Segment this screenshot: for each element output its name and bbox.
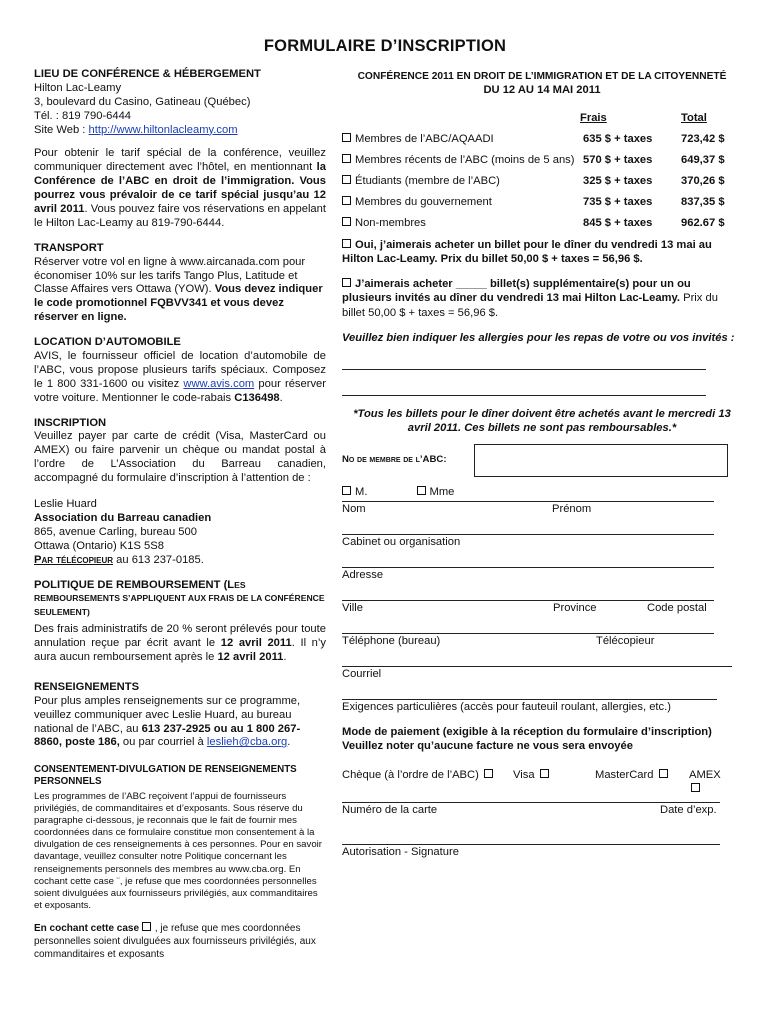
expiry-label: Date d’exp.: [660, 804, 717, 817]
contact-form: [342, 486, 742, 866]
extra-ticket-price: Prix du billet 50,00 $ + taxes = 56,96 $.: [342, 292, 718, 319]
signature-line[interactable]: [342, 844, 720, 845]
special-requirements-line[interactable]: [342, 699, 717, 700]
fee-option[interactable]: [342, 217, 426, 231]
refund-section: [34, 579, 326, 665]
phone-label: Téléphone (bureau): [342, 635, 441, 648]
fees-header: Frais: [580, 111, 607, 124]
refund-text-1: Des frais administratifs de 20 % seront prélevés pour toute annulation reçue par écrit avant le: [34, 623, 326, 650]
salutation-mme[interactable]: [417, 486, 455, 498]
fee-option[interactable]: [342, 175, 500, 189]
fee-checkbox[interactable]: [342, 133, 351, 142]
name-field: [342, 503, 717, 517]
consent-section: [34, 764, 326, 961]
email-label: Courriel: [342, 668, 382, 681]
refund-text: [34, 623, 326, 665]
fee-total: 723,42 $: [681, 132, 725, 145]
venue-para-1: Pour obtenir le tarif spécial de la conférence, veuillez communiquer directement avec l’hôtel, en mentionnant: [34, 147, 326, 174]
fee-label: Étudiants (membre de l’ABC): [355, 174, 500, 187]
member-number-field[interactable]: [474, 444, 728, 477]
salutation-m-checkbox[interactable]: [342, 486, 351, 495]
salutation-row: [342, 486, 717, 500]
address-label: Adresse: [342, 569, 384, 582]
extra-ticket-checkbox[interactable]: [342, 278, 351, 287]
fee-amount: 325 $ + taxes: [583, 174, 653, 187]
consent-optout: [34, 922, 326, 961]
registration-fax: [34, 554, 326, 568]
car-heading: LOCATION D’AUTOMOBILE: [34, 336, 181, 349]
info-text-1: Pour plus amples renseignements sur ce programme, veuillez communiquer avec Leslie Huard, au bureau national de l’ABC, au: [34, 694, 301, 735]
fee-option[interactable]: [342, 133, 494, 147]
info-text-2: ou par courriel à: [119, 736, 207, 749]
venue-web: [34, 124, 326, 138]
consent-optout-text: , je refuse que mes coordonnées personnelles soient divulguées aux fournisseurs privilégiés, aux commanditaires et exposants: [34, 923, 316, 960]
fee-row: [342, 217, 742, 233]
conference-title-line-1: CONFÉRENCE 2011 EN DROIT DE L’IMMIGRATION ET DE LA CITOYENNETÉ: [357, 71, 727, 82]
conference-title-line-2: DU 12 AU 14 MAI 2011: [483, 83, 601, 96]
fee-row: [342, 133, 742, 149]
payment-visa-checkbox[interactable]: [540, 769, 549, 778]
info-email-link[interactable]: leslieh@cba.org: [206, 736, 288, 749]
venue-name: Hilton Lac-Leamy: [34, 81, 122, 94]
registration-org: Association du Barreau canadien: [34, 511, 212, 524]
info-heading: RENSEIGNEMENTS: [34, 680, 140, 693]
dinner-ticket-option[interactable]: [342, 238, 742, 267]
payment-cheque-checkbox[interactable]: [484, 769, 493, 778]
name-line[interactable]: [342, 501, 714, 502]
salutation-m[interactable]: [342, 486, 367, 498]
fee-label: Membres du gouvernement: [355, 195, 492, 208]
venue-address: 3, boulevard du Casino, Gatineau (Québec): [34, 95, 251, 108]
signature-label: Autorisation - Signature: [342, 846, 459, 859]
car-text: [34, 350, 326, 406]
refund-text-2: . Il n’y aura aucun remboursement après le: [34, 637, 326, 663]
venue-paragraph: [34, 147, 326, 230]
registration-city: Ottawa (Ontario) K1S 5S8: [34, 539, 164, 552]
extra-ticket-text: J’aimerais acheter _____ billet(s) supplémentaire(s) pour un ou plusieurs invités au dîner du vendredi 13 mai Hilton Lac-Leamy.: [342, 277, 691, 305]
left-column: [34, 68, 326, 972]
consent-heading: CONSENTEMENT-DIVULGATION DE RENSEIGNEMENTS PERSONNELS: [34, 764, 297, 788]
transport-heading: TRANSPORT: [34, 241, 104, 254]
page-title: FORMULAIRE D’INSCRIPTION: [263, 37, 507, 55]
fee-amount: 735 $ + taxes: [583, 195, 653, 208]
registration-street: 865, avenue Carling, bureau 500: [34, 525, 197, 538]
payment-visa[interactable]: [513, 769, 553, 783]
fee-checkbox[interactable]: [342, 196, 351, 205]
consent-optout-bold: En cochant cette case: [34, 923, 142, 935]
salutation-mme-checkbox[interactable]: [417, 486, 426, 495]
payment-amex-checkbox[interactable]: [691, 783, 700, 792]
card-number-line[interactable]: [342, 802, 720, 803]
refund-heading-1: POLITIQUE DE REMBOURSEMENT (L: [34, 578, 235, 591]
salutation-m-label: M.: [355, 486, 368, 499]
venue-web-label: Site Web :: [34, 123, 89, 136]
refund-heading-2: ES REMBOURSEMENTS S’APPLIQUENT AUX FRAIS DE LA CONFÉRENCE SEULEMENT): [34, 579, 325, 618]
registration-section: [34, 417, 326, 568]
car-text-1: AVIS, le fournisseur officiel de location d’automobile de l’ABC, vous propose plusieurs tarifs spéciaux. Composez le 1 800 331-1600 ou visitez: [34, 350, 326, 390]
payment-cheque-label: Chèque (à l’ordre de l’ABC): [342, 769, 479, 782]
refund-date-2: 12 avril 2011: [217, 650, 284, 663]
registration-fax-number: au 613 237-0185.: [113, 553, 204, 566]
city-line[interactable]: [342, 600, 714, 601]
refund-end: .: [283, 650, 287, 663]
city-label: Ville: [342, 602, 363, 615]
refund-heading: [34, 579, 326, 621]
member-number-row: [342, 440, 742, 480]
payment-mastercard-checkbox[interactable]: [659, 769, 668, 778]
name-label: Nom: [342, 503, 366, 516]
transport-text-bold: Vous devez indiquer le code promotionnel FQBVV341 et vous devez réserver en ligne.: [34, 283, 323, 324]
venue-heading: LIEU DE CONFÉRENCE & HÉBERGEMENT: [34, 68, 261, 80]
car-code: C136498: [234, 391, 280, 404]
fee-option[interactable]: [342, 196, 492, 210]
first-name-label: Prénom: [552, 503, 592, 516]
venue-section: [34, 68, 326, 231]
payment-amex-label: AMEX: [689, 769, 721, 782]
fee-table: [342, 112, 742, 232]
fee-row: [342, 196, 742, 212]
payment-heading: [342, 726, 717, 754]
payment-mastercard[interactable]: [595, 769, 672, 783]
card-number-row: [342, 804, 717, 818]
address-line[interactable]: [342, 567, 714, 568]
avis-link[interactable]: www.avis.com: [183, 377, 255, 390]
tickets-notice: *Tous les billets pour le dîner doivent être achetés avant le mercredi 13 avril 2011. Ces billets ne sont pas remboursables.*: [353, 408, 731, 435]
payment-options: [342, 769, 721, 783]
allergies-label: Veuillez bien indiquer les allergies pour les repas de votre ou vos invités :: [342, 332, 735, 345]
dinner-text: Oui, j’aimerais acheter un billet pour le dîner du vendredi 13 mai au Hilton Lac-Leamy. Prix du billet 50,00 $ + taxes = 56,96 $.: [342, 238, 712, 266]
fee-label: Membres de l’ABC/AQAADI: [355, 132, 494, 145]
registration-heading: INSCRIPTION: [34, 416, 107, 429]
info-section: [34, 681, 326, 750]
salutation-mme-label: Mme: [429, 486, 455, 499]
allergies-line-2[interactable]: [342, 395, 706, 396]
fee-label: Membres récents de l’ABC (moins de 5 ans): [355, 153, 575, 166]
payment-amex[interactable]: [689, 769, 721, 797]
fee-total: 370,26 $: [681, 174, 725, 187]
fee-amount: 570 $ + taxes: [583, 153, 653, 166]
fee-checkbox[interactable]: [342, 175, 351, 184]
payment-visa-label: Visa: [513, 769, 535, 782]
car-section: [34, 336, 326, 405]
fee-total: 837,35 $: [681, 195, 725, 208]
firm-label: Cabinet ou organisation: [342, 536, 461, 549]
fee-amount: 635 $ + taxes: [583, 132, 653, 145]
dinner-checkbox[interactable]: [342, 239, 351, 248]
fee-label: Non-membres: [355, 216, 426, 229]
venue-para-2: . Vous pouvez faire vos réservations en appelant le Hilton Lac-Leamy au 819-790-6444.: [34, 203, 326, 229]
venue-para-bold: la Conférence de l’ABC en droit de l’immigration. Vous pourrez vous prévaloir de ce tarif spécial jusqu’au 12 avril 2011: [34, 161, 326, 216]
fee-total: 649,37 $: [681, 153, 725, 166]
consent-text: Les programmes de l’ABC reçoivent l’appui de fournisseurs privilégiés, de commanditaires et d’exposants. Sous réserve du paragraphe ci-dessous, je reconnais que le fait de fournir mes coordonnées dans ce formulaire constitue mon consentement à la divulgation de ces renseignements à ces personnes. Pour en savoir davantage, veuillez consulter notre Politique concernant les renseignements personnels des membres au www.cba.org. En cochant cette case ¨, je refuse que mes coordonnées personnelles soient divulguées aux fournisseurs privilégiés, aux commanditaires et exposants.: [34, 790, 322, 912]
phone-fax: [342, 635, 717, 649]
payment-cheque[interactable]: [342, 769, 497, 781]
right-column: [342, 68, 742, 866]
province-label: Province: [553, 602, 597, 615]
consent-optout-checkbox[interactable]: [142, 922, 151, 931]
postal-code-label: Code postal: [647, 602, 707, 615]
registration-contact: Leslie Huard: [34, 498, 97, 511]
payment-heading-2: Veuillez noter qu’aucune facture ne vous sera envoyée: [342, 739, 633, 752]
refund-date-1: 12 avril 2011: [220, 637, 292, 650]
registration-text: Veuillez payer par carte de crédit (Visa, MasterCard ou AMEX) ou faire parvenir un chèque ou mandat postal à l’ordre de L’Association du Barreau canadien, accompagné du formulaire d’inscription à l’attention de :: [34, 430, 326, 485]
member-number-label: No de membre de l’ABC:: [342, 454, 447, 466]
phone-line[interactable]: [342, 633, 714, 634]
transport-text: [34, 256, 326, 325]
fee-checkbox[interactable]: [342, 217, 351, 226]
city-province-postal: [342, 602, 717, 616]
total-header: Total: [681, 111, 707, 124]
email-line[interactable]: [342, 666, 732, 667]
fax-label: Télécopieur: [596, 635, 655, 648]
info-phone: 613 237-2925 ou au 1 800 267-8860, poste 186,: [34, 722, 301, 749]
conference-title: [342, 71, 742, 98]
registration-fax-label: Par télécopieur: [34, 553, 114, 566]
fee-row: [342, 154, 742, 170]
venue-web-link[interactable]: http://www.hiltonlacleamy.com: [88, 123, 238, 136]
venue-phone: Tél. : 819 790-6444: [34, 109, 132, 122]
transport-section: [34, 242, 326, 325]
payment-heading-1: Mode de paiement (exigible à la réception du formulaire d’inscription): [342, 726, 712, 739]
car-text-2: pour réserver votre voiture. Mentionner le code-rabais: [34, 377, 326, 404]
fee-option[interactable]: [342, 154, 574, 168]
payment-mastercard-label: MasterCard: [595, 769, 654, 782]
info-end: .: [287, 736, 291, 749]
car-end: .: [279, 391, 283, 404]
fee-checkbox[interactable]: [342, 154, 351, 163]
firm-line[interactable]: [342, 534, 714, 535]
special-requirements-label: Exigences particulières (accès pour fauteuil roulant, allergies, etc.): [342, 701, 671, 714]
allergies-line-1[interactable]: [342, 369, 706, 370]
fee-total: 962.67 $: [681, 216, 725, 229]
transport-text-normal: Réserver votre vol en ligne à www.aircanada.com pour économiser 10% sur les tarifs Tango Plus, Latitude et Classe Affaires vers Ottawa (YOW).: [34, 255, 306, 296]
fee-amount: 845 $ + taxes: [583, 216, 653, 229]
info-text: [34, 695, 326, 751]
extra-ticket-option[interactable]: [342, 277, 742, 321]
fee-row: [342, 175, 742, 191]
card-number-label: Numéro de la carte: [342, 804, 438, 817]
